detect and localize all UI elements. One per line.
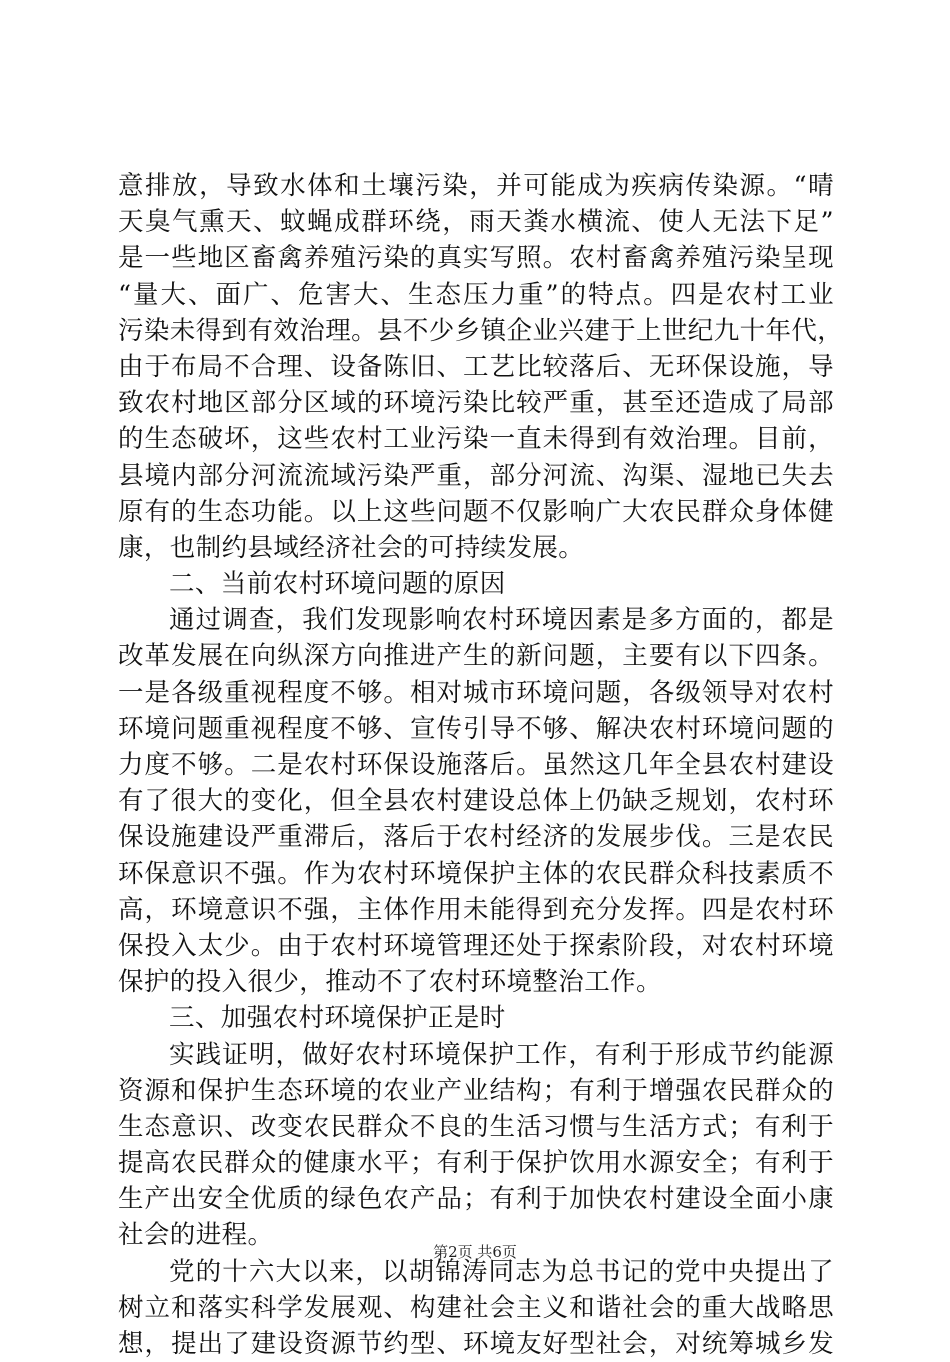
text-line: 致农村地区部分区域的环境污染比较严重，甚至还造成了局部 (118, 388, 834, 419)
text-line: 原有的生态功能。以上这些问题不仅影响广大农民群众身体健 (118, 496, 834, 527)
text-line: 生产出安全优质的绿色农产品；有利于加快农村建设全面小康 (118, 1184, 834, 1215)
page-footer: 第2页 共6页 (433, 1243, 517, 1261)
text-line: 保投入太少。由于农村环境管理还处于探索阶段，对农村环境 (118, 930, 834, 961)
text-line: 县境内部分河流流域污染严重，部分河流、沟渠、湿地已失去 (118, 460, 834, 491)
text-line: 党的十六大以来，以胡锦涛同志为总书记的党中央提出了 (169, 1256, 834, 1287)
text-line: 二、当前农村环境问题的原因 (169, 569, 506, 600)
document-body (118, 168, 844, 1362)
text-line: 的生态破坏，这些农村工业污染一直未得到有效治理。目前， (118, 424, 834, 455)
text-line: 环境问题重视程度不够、宣传引导不够、解决农村环境问题的 (118, 713, 834, 744)
text-line: 污染未得到有效治理。县不少乡镇企业兴建于上世纪九十年代， (118, 315, 844, 346)
text-line: 想，提出了建设资源节约型、环境友好型社会，对统筹城乡发 (118, 1329, 834, 1359)
text-line: 由于布局不合理、设备陈旧、工艺比较落后、无环保设施，导 (118, 351, 834, 382)
text-line: 一是各级重视程度不够。相对城市环境问题，各级领导对农村 (118, 677, 834, 708)
text-line: 通过调查，我们发现影响农村环境因素是多方面的，都是 (169, 605, 834, 636)
text-line: 提高农民群众的健康水平；有利于保护饮用水源安全；有利于 (118, 1148, 834, 1179)
text-line: 高，环境意识不强，主体作用未能得到充分发挥。四是农村环 (118, 894, 834, 925)
text-line: 环保意识不强。作为农村环境保护主体的农民群众科技素质不 (118, 858, 834, 889)
text-line: 实践证明，做好农村环境保护工作，有利于形成节约能源 (169, 1039, 834, 1070)
text-line: 力度不够。二是农村环保设施落后。虽然这几年全县农村建设 (118, 750, 834, 780)
text-line: 保护的投入很少，推动不了农村环境整治工作。 (118, 967, 662, 998)
text-line: “量大、面广、危害大、生态压力重”的特点。四是农村工业 (118, 279, 834, 310)
text-line: 意排放，导致水体和土壤污染，并可能成为疾病传染源。“晴 (118, 171, 834, 201)
text-line: 改革发展在向纵深方向推进产生的新问题，主要有以下四条。 (118, 641, 834, 672)
text-line: 生态意识、改变农民群众不良的生活习惯与生活方式；有利于 (118, 1111, 834, 1142)
text-line: 社会的进程。 (118, 1220, 274, 1251)
text-line: 保设施建设严重滞后，落后于农村经济的发展步伐。三是农民 (118, 822, 834, 853)
text-line: 康，也制约县域经济社会的可持续发展。 (118, 532, 585, 563)
text-line: 树立和落实科学发展观、构建社会主义和谐社会的重大战略思 (118, 1292, 834, 1323)
text-line: 三、加强农村环境保护正是时 (169, 1003, 506, 1034)
text-line: 有了很大的变化，但全县农村建设总体上仍缺乏规划，农村环 (118, 786, 834, 817)
text-line: 是一些地区畜禽养殖污染的真实写照。农村畜禽养殖污染呈现 (118, 243, 834, 274)
text-line: 天臭气熏天、蚊蝇成群环绕，雨天粪水横流、使人无法下足” (118, 207, 834, 238)
text-line: 资源和保护生态环境的农业产业结构；有利于增强农民群众的 (118, 1075, 834, 1106)
